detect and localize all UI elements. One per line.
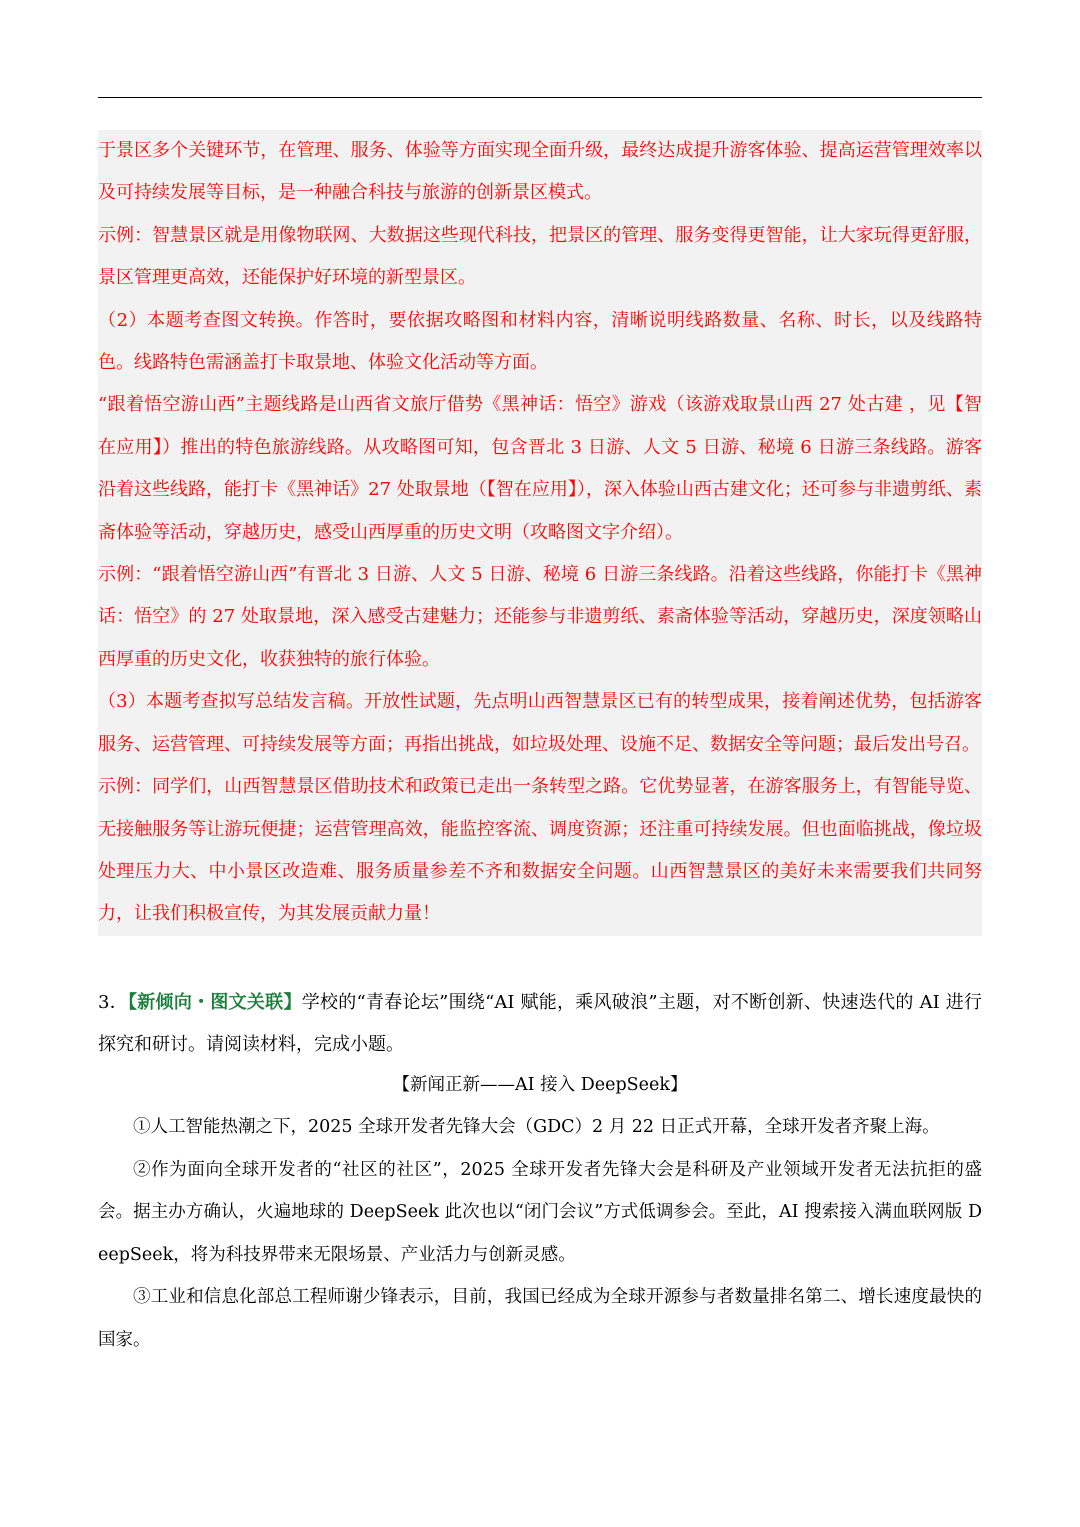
- material-paragraph-2: ②作为面向全球开发者的“社区的社区”，2025 全球开发者先锋大会是科研及产业领域开发者无法抗拒的盛会。据主办方确认，火遍地球的 DeepSeek 此次也以“闭门会议”方式低调参会。至此，AI 搜索接入满血联网版 DeepSeek，将为科技界带来无限场景、产业活力与创新灵感。: [98, 1159, 982, 1265]
- reading-material: [98, 1064, 982, 1361]
- answer-block: [98, 130, 982, 936]
- answer-example-2: 示例：“跟着悟空游山西”有晋北 3 日游、人文 5 日游、秘境 6 日游三条线路。沿着这些线路，你能打卡《黑神话：悟空》的 27 处取景地，深入感受古建魅力；还能参与非遗剪纸、素斋体验等活动，穿越历史，深度领略山西厚重的历史文化，收获独特的旅行体验。: [98, 564, 982, 670]
- question-text: [98, 982, 982, 1066]
- material-paragraph-3: ③工业和信息化部总工程师谢少锋表示，目前，我国已经成为全球开源参与者数量排名第二、增长速度最快的国家。: [98, 1287, 982, 1350]
- question-tag: 【新倾向・图文关联】: [128, 992, 302, 1013]
- answer-example-3: 示例：同学们，山西智慧景区借助技术和政策已走出一条转型之路。它优势显著，在游客服务上，有智能导览、无接触服务等让游玩便捷；运营管理高效，能监控客流、调度资源；还注重可持续发展。但也面临挑战，像垃圾处理压力大、中小景区改造难、服务质量参差不齐和数据安全问题。山西智慧景区的美好未来需要我们共同努力，让我们积极宣传，为其发展贡献力量！: [98, 776, 982, 925]
- header-rule: [98, 97, 982, 98]
- question-body: 学校的“青春论坛”围绕“AI 赋能，乘风破浪”主题，对不断创新、快速迭代的 AI 进行探究和研讨。请阅读材料，完成小题。: [98, 992, 982, 1055]
- answer-example-1: 示例：智慧景区就是用像物联网、大数据这些现代科技，把景区的管理、服务变得更智能，让大家玩得更舒服，景区管理更高效，还能保护好环境的新型景区。: [98, 224, 982, 289]
- answer-paragraph-4: （3）本题考查拟写总结发言稿。开放性试题，先点明山西智慧景区已有的转型成果，接着阐述优势，包括游客服务、运营管理、可持续发展等方面；再指出挑战，如垃圾处理、设施不足、数据安全等问题；最后发出号召。: [98, 691, 982, 755]
- question-number: 3．: [98, 992, 128, 1013]
- question-3: [98, 982, 982, 1066]
- material-paragraph-1: ①人工智能热潮之下，2025 全球开发者先锋大会（GDC）2 月 22 日正式开幕，全球开发者齐聚上海。: [133, 1117, 940, 1137]
- material-title: 【新闻正新——AI 接入 DeepSeek】: [392, 1075, 688, 1095]
- answer-paragraph-3: “跟着悟空游山西”主题线路是山西省文旅厅借势《黑神话：悟空》游戏（该游戏取景山西 27 处古建 ，见【智在应用】）推出的特色旅游线路。从攻略图可知，包含晋北 3 日游、人文 5 日游、秘境 6 日游三条线路。游客沿着这些线路，能打卡《黑神话》27 处取景地（【智在应用】），深入体验山西古建文化；还可参与非遗剪纸、素斋体验等活动，穿越历史，感受山西厚重的历史文明（攻略图文字介绍）。: [98, 394, 982, 543]
- answer-paragraph-2: （2）本题考查图文转换。作答时，要依据攻略图和材料内容，清晰说明线路数量、名称、时长，以及线路特色。线路特色需涵盖打卡取景地、体验文化活动等方面。: [98, 309, 982, 374]
- answer-paragraph-1: 于景区多个关键环节，在管理、服务、体验等方面实现全面升级，最终达成提升游客体验、提高运营管理效率以及可持续发展等目标，是一种融合科技与旅游的创新景区模式。: [98, 140, 982, 204]
